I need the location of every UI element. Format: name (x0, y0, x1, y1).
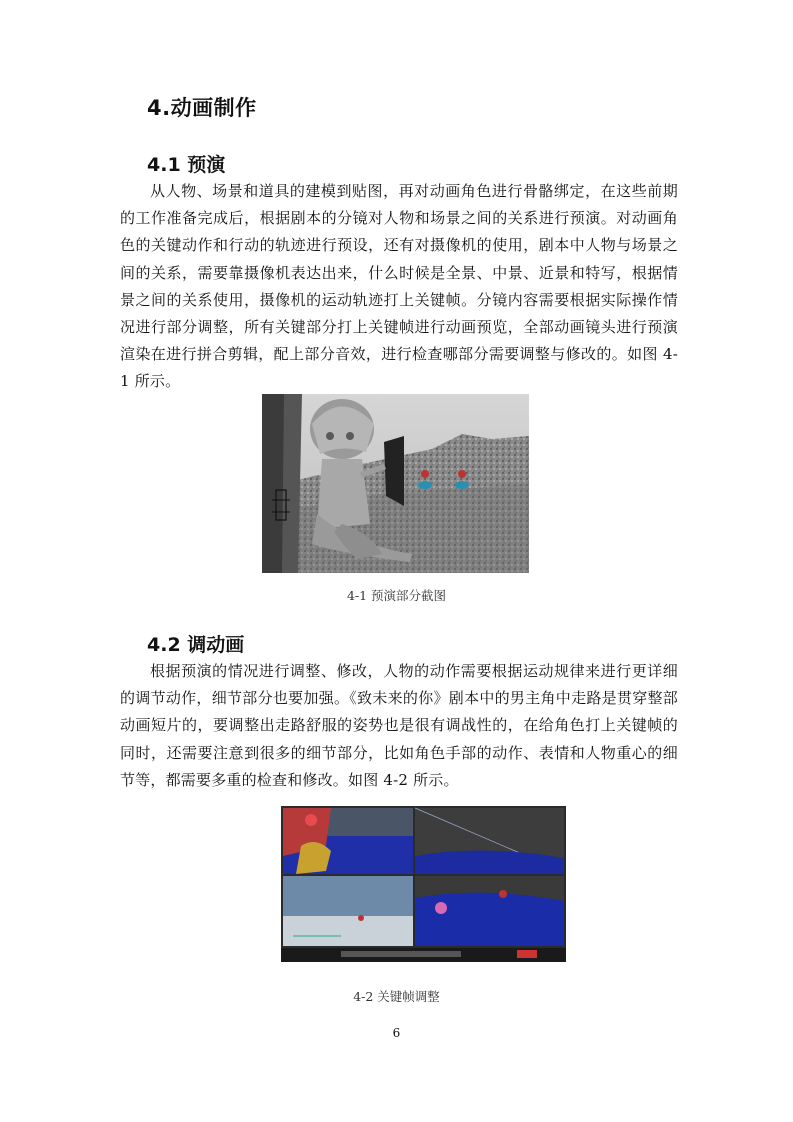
paragraph-preview: 从人物、场景和道具的建模到贴图，再对动画角色进行骨骼绑定，在这些前期的工作准备完成后，根据剧本的分镜对人物和场景之间的关系进行预演。对动画角色的关键动作和行动的轨迹进行预设，还有对摄像机的使用，剧本中人物与场景之间的关系，需要靠摄像机表达出来，什么时候是全景、中景、近景和特写，根据情景之间的关系使用，摄像机的运动轨迹打上关键帧。分镜内容需要根据实际操作情况进行部分调整，所有关键部分打上关键帧进行动画预览，全部动画镜头进行预演渲染在进行拼合剪辑，配上部分音效，进行检查哪部分需要调整与修改的。如图 4-1 所示。 (120, 182, 678, 391)
page-number: 6 (392, 1026, 401, 1040)
section-title: 4.动画制作 (147, 96, 257, 120)
figure-preview-screenshot (262, 394, 529, 573)
subsection-heading-preview: 4.1 预演 (147, 154, 226, 176)
figure-caption-4-2: 4-2 关键帧调整 (353, 989, 440, 1004)
figure-keyframe-screenshot (281, 806, 566, 962)
figure-caption-4-1: 4-1 预演部分截图 (346, 588, 447, 603)
paragraph-animation: 根据预演的情况进行调整、修改，人物的动作需要根据运动规律来进行更详细的调节动作，细节部分也要加强。《致未来的你》剧本中的男主角中走路是贯穿整部动画短片的，要调整出走路舒服的姿势也是很有调战性的，在给角色打上关键帧的同时，还需要注意到很多的细节部分，比如角色手部的动作、表情和人物重心的细节等，都需要多重的检查和修改。如图 4-2 所示。 (120, 662, 678, 789)
subsection-heading-animation: 4.2 调动画 (147, 634, 245, 656)
